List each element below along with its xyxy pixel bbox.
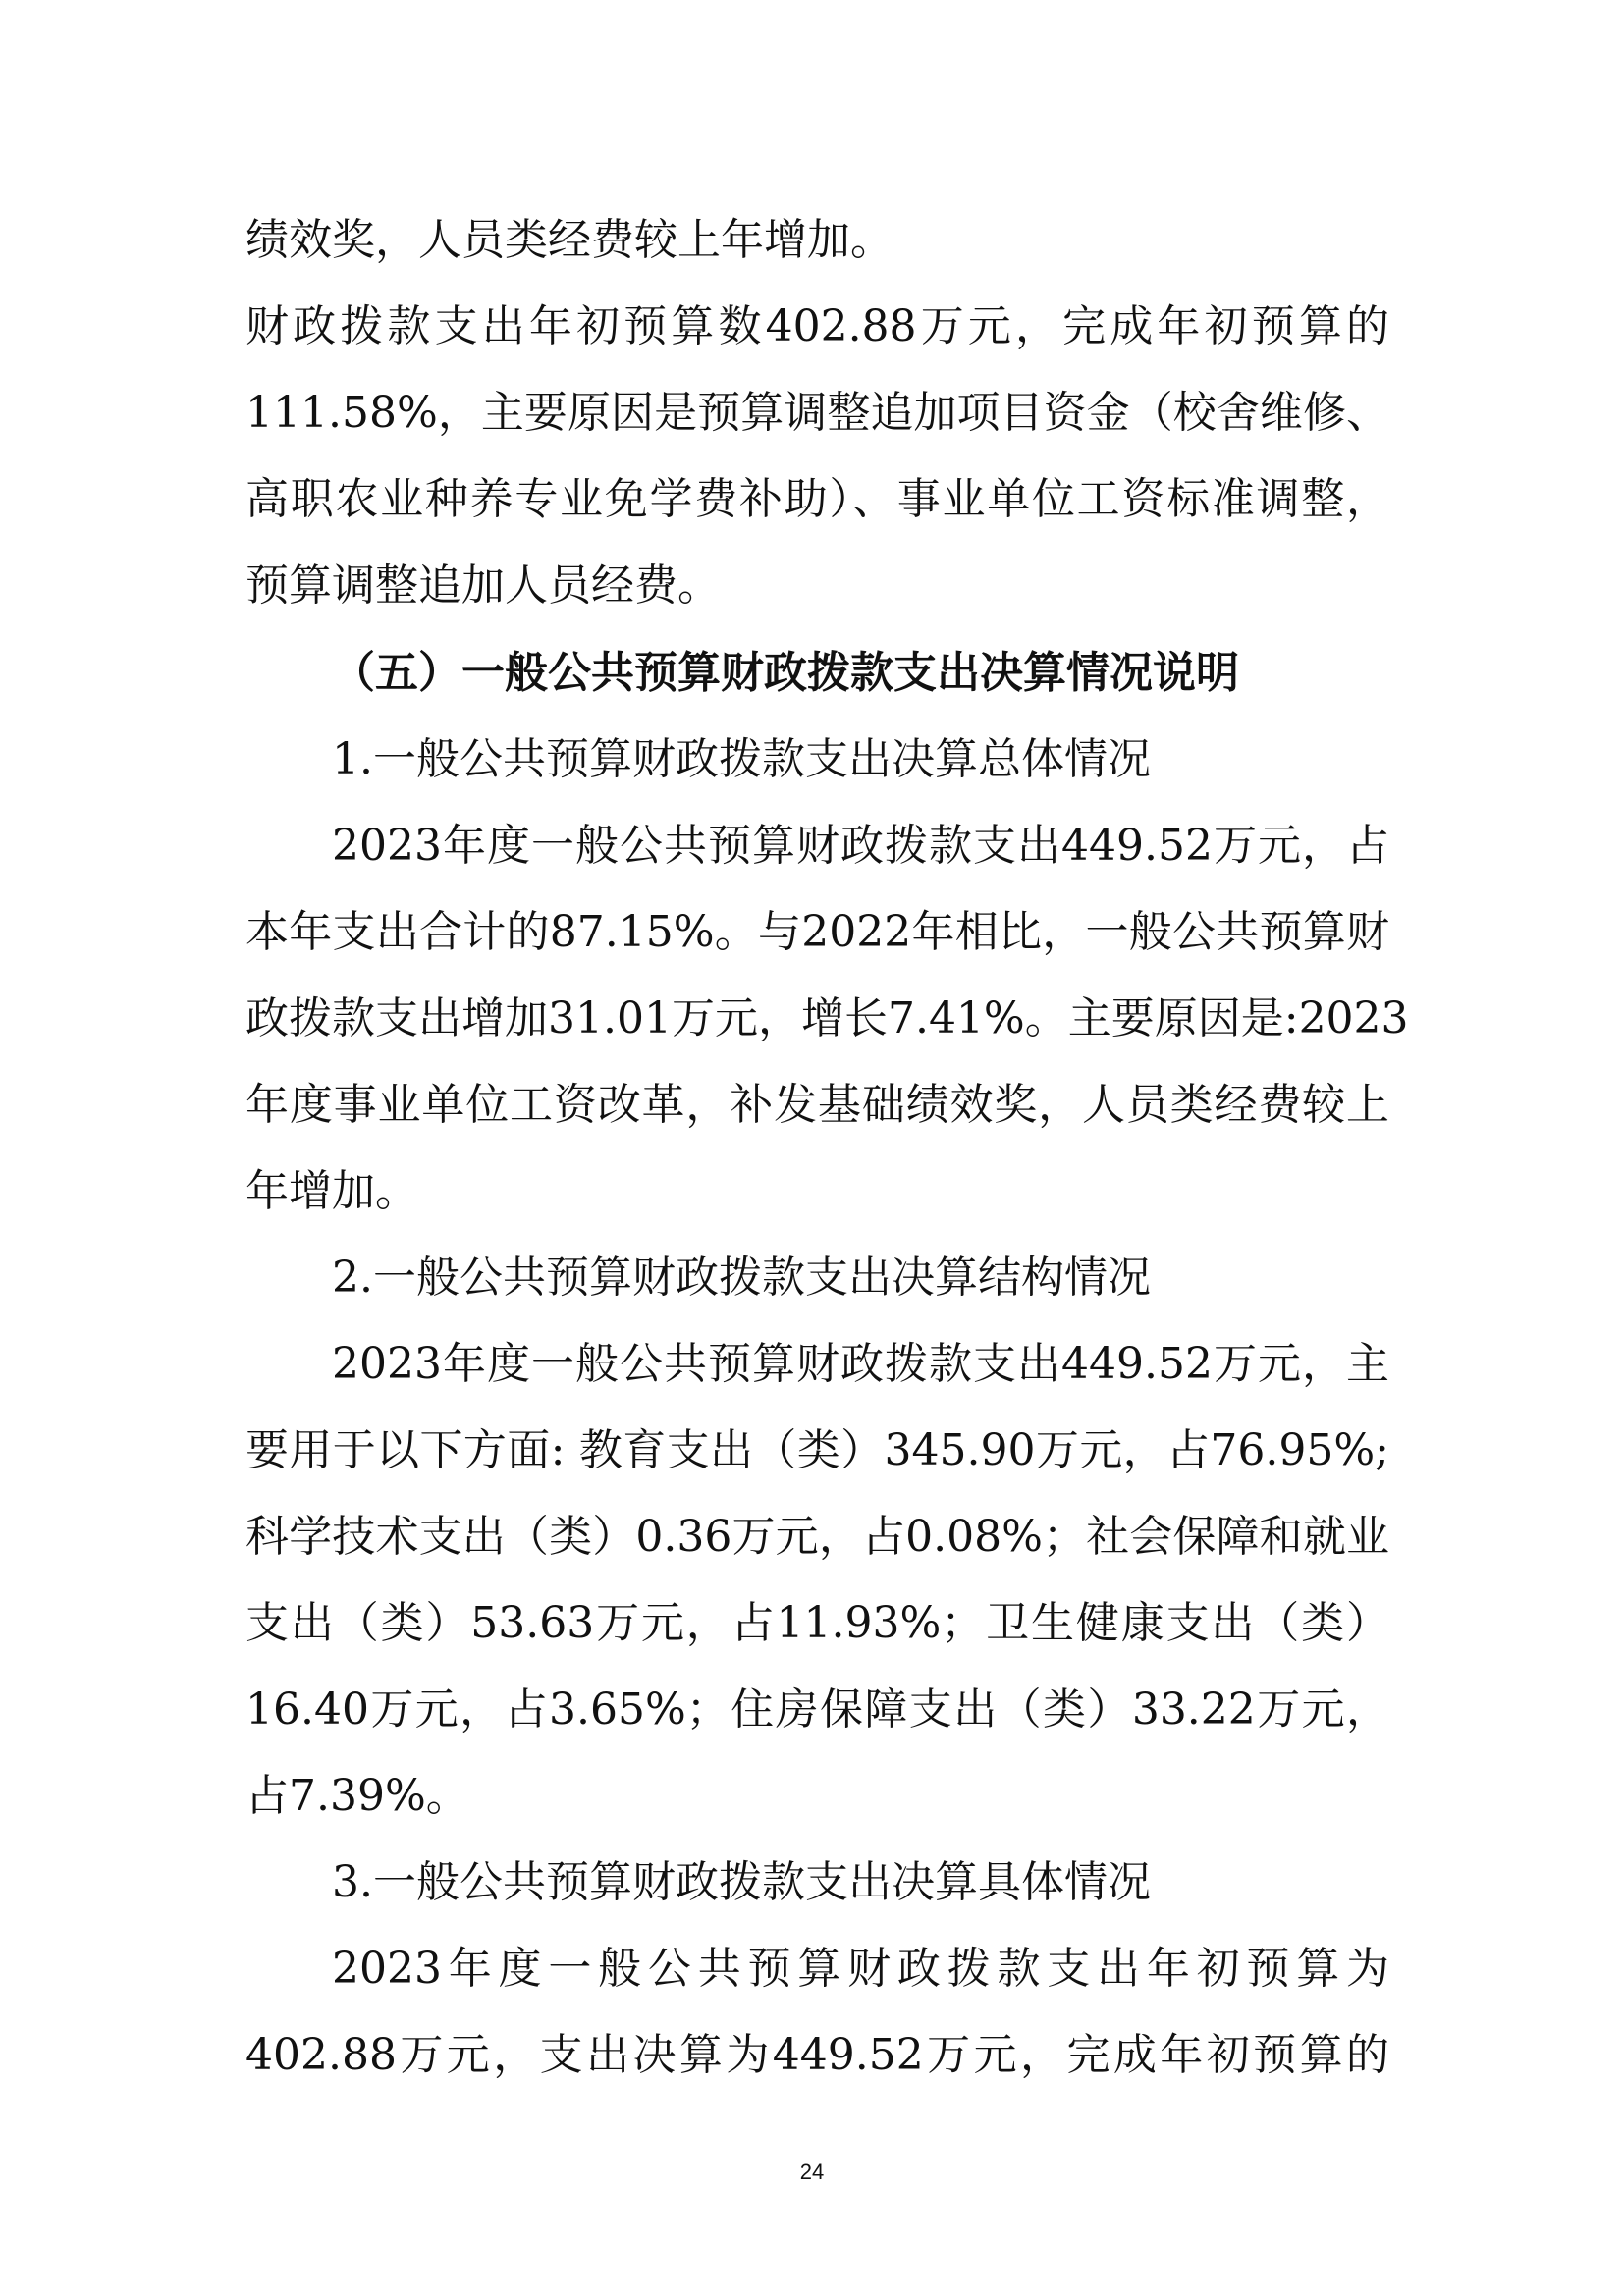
- paragraph-line: 科学技术支出（类）0.36万元，占0.08%；社会保障和就业: [245, 1512, 1389, 1562]
- paragraph-line: 2023年度一般公共预算财政拨款支出449.52万元，主: [332, 1339, 1389, 1389]
- section-heading: （五）一般公共预算财政拨款支出决算情况说明: [332, 648, 1239, 698]
- paragraph-line: 预算调整追加人员经费。: [245, 561, 721, 611]
- paragraph-line: 要用于以下方面: 教育支出（类）345.90万元，占76.95%;: [245, 1425, 1389, 1475]
- paragraph-line: 年度事业单位工资改革，补发基础绩效奖，人员类经费较上: [245, 1080, 1389, 1130]
- subsection-title: 3.一般公共预算财政拨款支出决算具体情况: [332, 1857, 1151, 1907]
- paragraph-line: 占7.39%。: [245, 1771, 469, 1821]
- paragraph-line: 年增加。: [245, 1166, 418, 1216]
- paragraph-line: 111.58%，主要原因是预算调整追加项目资金（校舍维修、: [245, 388, 1389, 438]
- paragraph-line: 财政拨款支出年初预算数402.88万元，完成年初预算的: [245, 301, 1389, 351]
- paragraph-line: 2023年度一般公共预算财政拨款支出449.52万元，占: [332, 821, 1389, 871]
- paragraph-line: 绩效奖，人员类经费较上年增加。: [245, 215, 893, 265]
- paragraph-line: 本年支出合计的87.15%。与2022年相比，一般公共预算财: [245, 907, 1389, 957]
- paragraph-line: 2023年度一般公共预算财政拨款支出年初预算为: [332, 1944, 1389, 1994]
- paragraph-line: 16.40万元，占3.65%；住房保障支出（类）33.22万元，: [245, 1684, 1389, 1735]
- subsection-title: 1.一般公共预算财政拨款支出决算总体情况: [332, 734, 1151, 784]
- paragraph-line: 高职农业种养专业免学费补助）、事业单位工资标准调整，: [245, 474, 1389, 524]
- page-number: 24: [799, 2160, 825, 2184]
- paragraph-line: 政拨款支出增加31.01万元，增长7.41%。主要原因是:2023: [245, 993, 1409, 1043]
- paragraph-line: 402.88万元，支出决算为449.52万元，完成年初预算的: [245, 2030, 1389, 2080]
- subsection-title: 2.一般公共预算财政拨款支出决算结构情况: [332, 1253, 1151, 1303]
- paragraph-line: 支出（类）53.63万元，占11.93%；卫生健康支出（类）: [245, 1598, 1389, 1648]
